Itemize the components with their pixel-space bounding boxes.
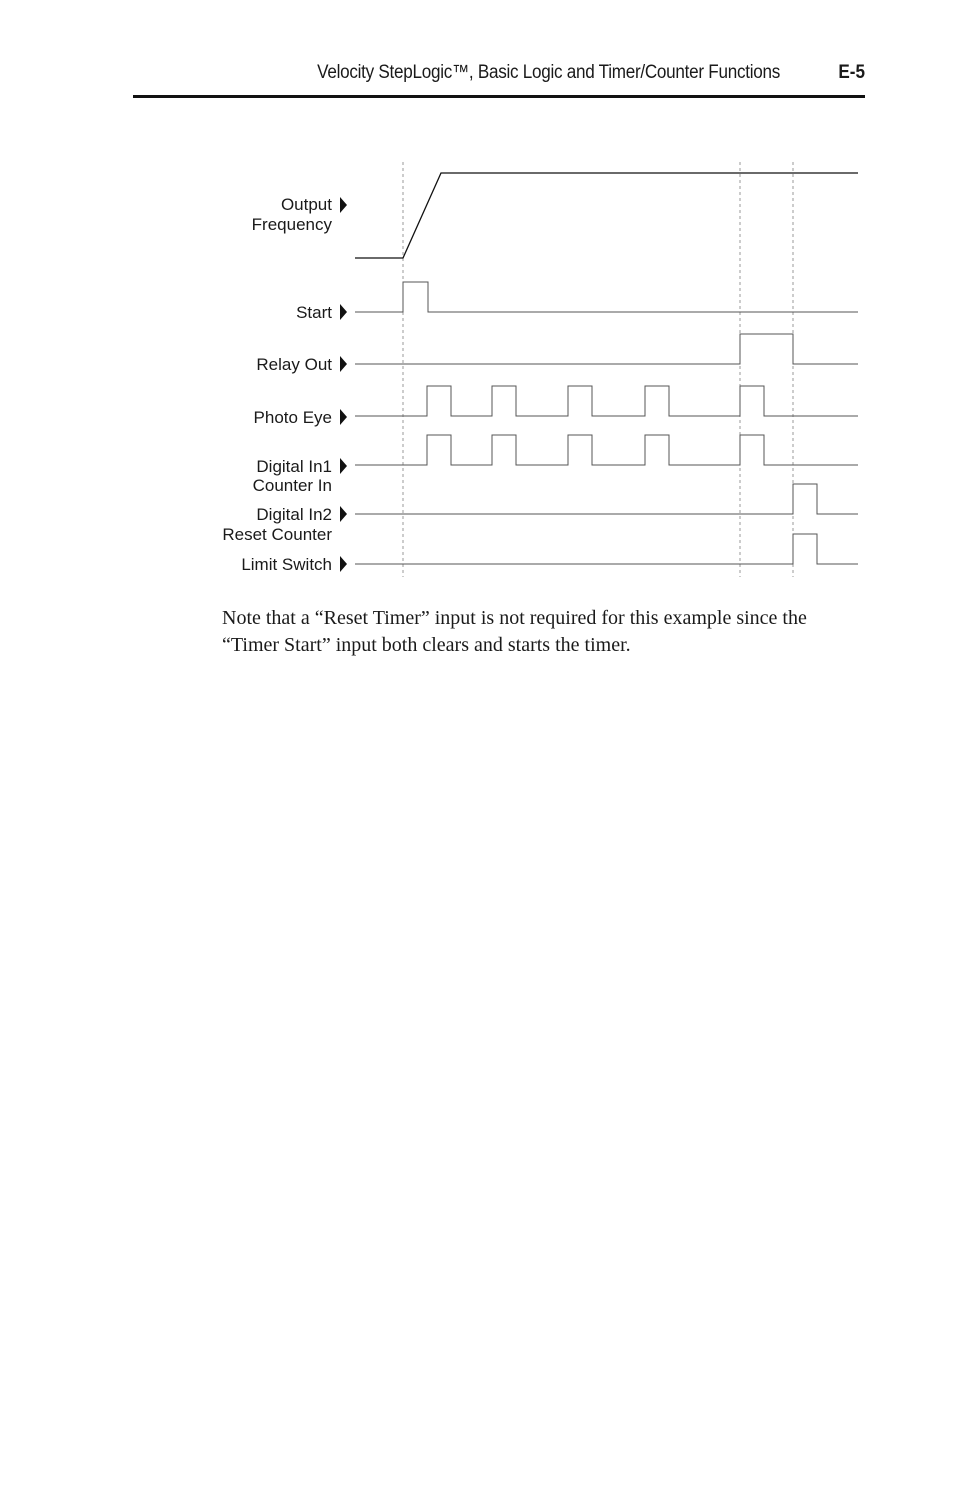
note-line-1: Note that a “Reset Timer” input is not required for this example since the [222,607,807,629]
running-header-title: Velocity StepLogic™, Basic Logic and Timer/Counter Functions [317,62,780,83]
arrow-right-icon [340,458,347,474]
page-number: E-5 [838,62,865,83]
waveforms [355,173,858,564]
waveform-digital-in2 [355,484,858,514]
note-line-2: “Timer Start” input both clears and starts the timer. [222,634,631,656]
arrow-right-icon [340,304,347,320]
label-reset-counter: Reset Counter [222,525,332,544]
arrow-right-icon [340,506,347,522]
waveform-photo-eye [355,386,858,416]
waveform-output-frequency [355,173,858,258]
waveform-digital-in1 [355,435,858,465]
waveform-limit-switch [355,534,858,564]
waveform-relay-out [355,334,858,364]
arrow-right-icon [340,409,347,425]
label-relay-out: Relay Out [256,355,332,374]
label-output: Output [280,195,332,214]
arrow-right-icon [340,556,347,572]
timing-diagram [0,0,954,600]
label-limit-switch: Limit Switch [241,555,332,574]
signal-labels [222,195,332,574]
label-start: Start [296,303,332,322]
guide-lines [403,162,793,577]
arrow-right-icon [340,197,347,213]
signal-arrows [340,197,347,572]
label-frequency: Frequency [251,215,332,234]
label-photo-eye: Photo Eye [253,408,332,427]
arrow-right-icon [340,356,347,372]
label-digital-in2: Digital In2 [256,505,332,524]
label-digital-in1: Digital In1 [256,457,332,476]
note-paragraph [222,605,872,659]
label-counter-in: Counter In [252,476,332,495]
waveform-start [355,282,858,312]
